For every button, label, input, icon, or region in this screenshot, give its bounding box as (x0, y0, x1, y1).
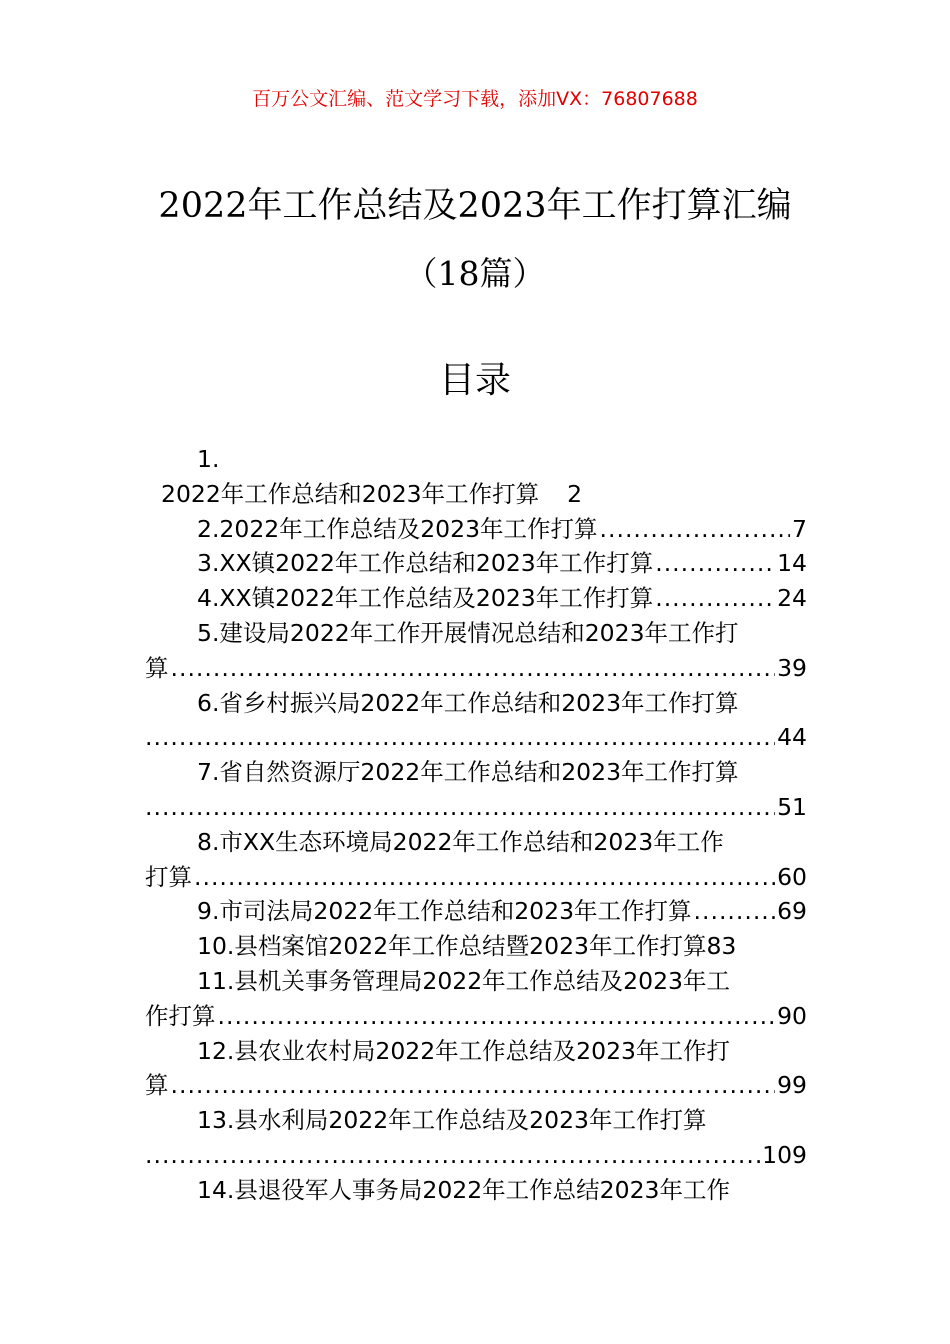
toc-leader-dots (171, 1068, 776, 1103)
toc-entry-title: 4.XX镇2022年工作总结及2023年工作打算 (197, 584, 654, 613)
toc-entry-page: 109 (762, 1140, 807, 1169)
toc-entry-page: 2 (567, 479, 583, 508)
toc-leader-dots (655, 546, 775, 581)
toc-entry-13-continued[interactable] (145, 1138, 807, 1173)
toc-entry-page: 44 (777, 723, 807, 752)
toc-leader-dots (694, 894, 776, 929)
toc-entry-6-continued[interactable] (145, 720, 807, 755)
toc-entry-8[interactable]: 8.市XX生态环境局2022年工作总结和2023年工作 (197, 827, 724, 856)
table-of-contents (145, 442, 807, 1208)
toc-entry-page: 7 (792, 514, 807, 543)
toc-entry-1[interactable] (145, 477, 807, 512)
toc-entry-title-continued: 作打算 (145, 1001, 216, 1030)
toc-entry-page: 90 (777, 1001, 807, 1030)
toc-leader-dots (145, 1138, 760, 1173)
watermark-text: 百万公文汇编、范文学习下载，添加VX：76807688 (252, 88, 698, 110)
toc-entry-title-continued: 算 (145, 653, 169, 682)
toc-entry-title-continued: 打算 (145, 862, 192, 891)
toc-leader-dots (145, 790, 775, 825)
toc-entry-page: 83 (706, 932, 737, 961)
toc-entry-3[interactable] (145, 546, 807, 581)
toc-entry-7-continued[interactable] (145, 790, 807, 825)
toc-entry-page: 69 (777, 897, 807, 926)
toc-entry-title: 3.XX镇2022年工作总结和2023年工作打算 (197, 549, 654, 578)
toc-entry-title: 9.市司法局2022年工作总结和2023年工作打算 (197, 897, 692, 926)
toc-entry-1-number[interactable]: 1. (197, 445, 220, 473)
toc-leader-dots (218, 999, 776, 1034)
toc-entry-2[interactable] (145, 512, 807, 547)
toc-entry-page: 51 (777, 792, 807, 821)
toc-entry-14[interactable]: 14.县退役军人事务局2022年工作总结2023年工作 (197, 1175, 730, 1204)
toc-entry-title-continued: 算 (145, 1071, 169, 1100)
toc-entry-5[interactable]: 5.建设局2022年工作开展情况总结和2023年工作打 (197, 618, 739, 647)
toc-leader-dots (655, 581, 775, 616)
toc-entry-12-continued[interactable] (145, 1068, 807, 1103)
toc-entry-page: 60 (777, 862, 807, 891)
toc-leader-dots (600, 512, 791, 547)
toc-leader-dots (171, 651, 776, 686)
toc-leader-dots (145, 720, 775, 755)
toc-entry-5-continued[interactable] (145, 651, 807, 686)
toc-entry-page: 24 (777, 584, 807, 613)
toc-entry-title: 2.2022年工作总结及2023年工作打算 (197, 514, 598, 543)
toc-entry-page: 99 (777, 1071, 807, 1100)
toc-entry-title: 10.县档案馆2022年工作总结暨2023年工作打算 (197, 932, 707, 961)
toc-entry-page: 39 (777, 653, 807, 682)
toc-entry-9[interactable] (145, 894, 807, 929)
toc-entry-11-continued[interactable] (145, 999, 807, 1034)
document-title: 2022年工作总结及2023年工作打算汇编 (158, 186, 792, 226)
toc-entry-page: 14 (777, 549, 807, 578)
toc-entry-10[interactable] (145, 929, 807, 964)
toc-entry-4[interactable] (145, 581, 807, 616)
toc-entry-8-continued[interactable] (145, 860, 807, 895)
toc-leader-dots (194, 860, 775, 895)
toc-entry-12[interactable]: 12.县农业农村局2022年工作总结及2023年工作打 (197, 1036, 730, 1065)
toc-entry-title: 2022年工作总结和2023年工作打算 (161, 479, 540, 508)
toc-entry-7[interactable]: 7.省自然资源厅2022年工作总结和2023年工作打算 (197, 758, 739, 787)
toc-heading: 目录 (438, 360, 511, 401)
toc-entry-13[interactable]: 13.县水利局2022年工作总结及2023年工作打算 (197, 1106, 707, 1135)
toc-entry-6[interactable]: 6.省乡村振兴局2022年工作总结和2023年工作打算 (197, 688, 739, 717)
document-subtitle: （18篇） (404, 254, 546, 293)
toc-entry-11[interactable]: 11.县机关事务管理局2022年工作总结及2023年工 (197, 966, 730, 995)
